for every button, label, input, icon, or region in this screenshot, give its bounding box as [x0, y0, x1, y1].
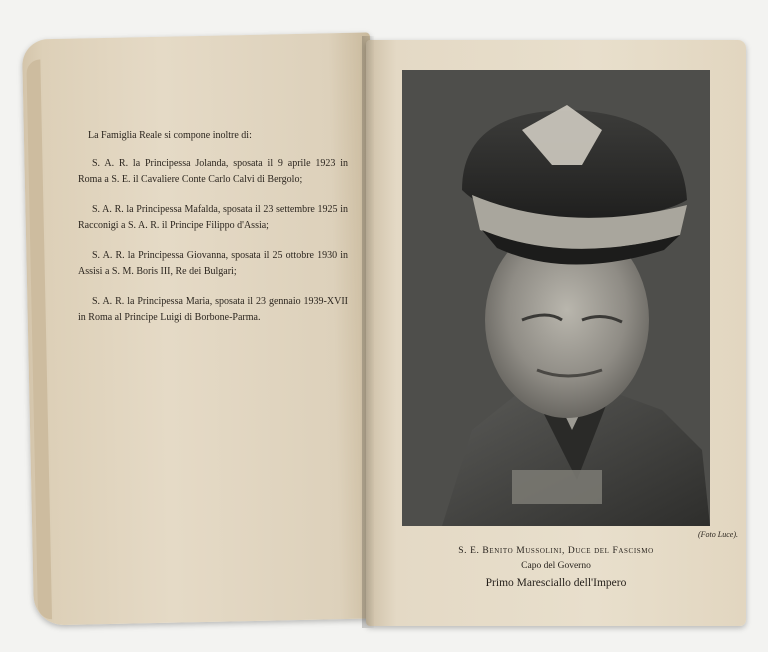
paragraph-mafalda: S. A. R. la Principessa Mafalda, sposata il 23 settembre 1925 in Racconigi a S. A. R. il Principe Filippo d'Assia; [78, 204, 348, 231]
book-spine-shadow [362, 36, 374, 628]
portrait-photo [402, 70, 710, 526]
portrait-caption [400, 544, 712, 592]
paragraph-giovanna: S. A. R. la Principessa Giovanna, sposata il 25 ottobre 1930 in Assisi a S. M. Boris III, Re dei Bulgari; [78, 250, 348, 277]
paragraph-jolanda: S. A. R. la Principessa Jolanda, sposata il 9 aprile 1923 in Roma a S. E. il Cavaliere Conte Carlo Calvi di Bergolo; [78, 158, 348, 185]
left-page-text [78, 128, 348, 340]
paragraph-maria: S. A. R. la Principessa Maria, sposata il 23 gennaio 1939-XVII in Roma al Principe Luigi di Borbone-Parma. [78, 296, 348, 323]
portrait-illustration [402, 70, 710, 526]
caption-name-title: S. E. Benito Mussolini, Duce del Fascismo [458, 546, 654, 556]
left-page-edge [26, 59, 52, 619]
caption-office: Capo del Governo [521, 561, 591, 571]
intro-line: La Famiglia Reale si compone inoltre di: [88, 130, 252, 141]
photo-credit: (Foto Luce). [698, 530, 738, 539]
caption-rank: Primo Maresciallo dell'Impero [485, 577, 627, 589]
